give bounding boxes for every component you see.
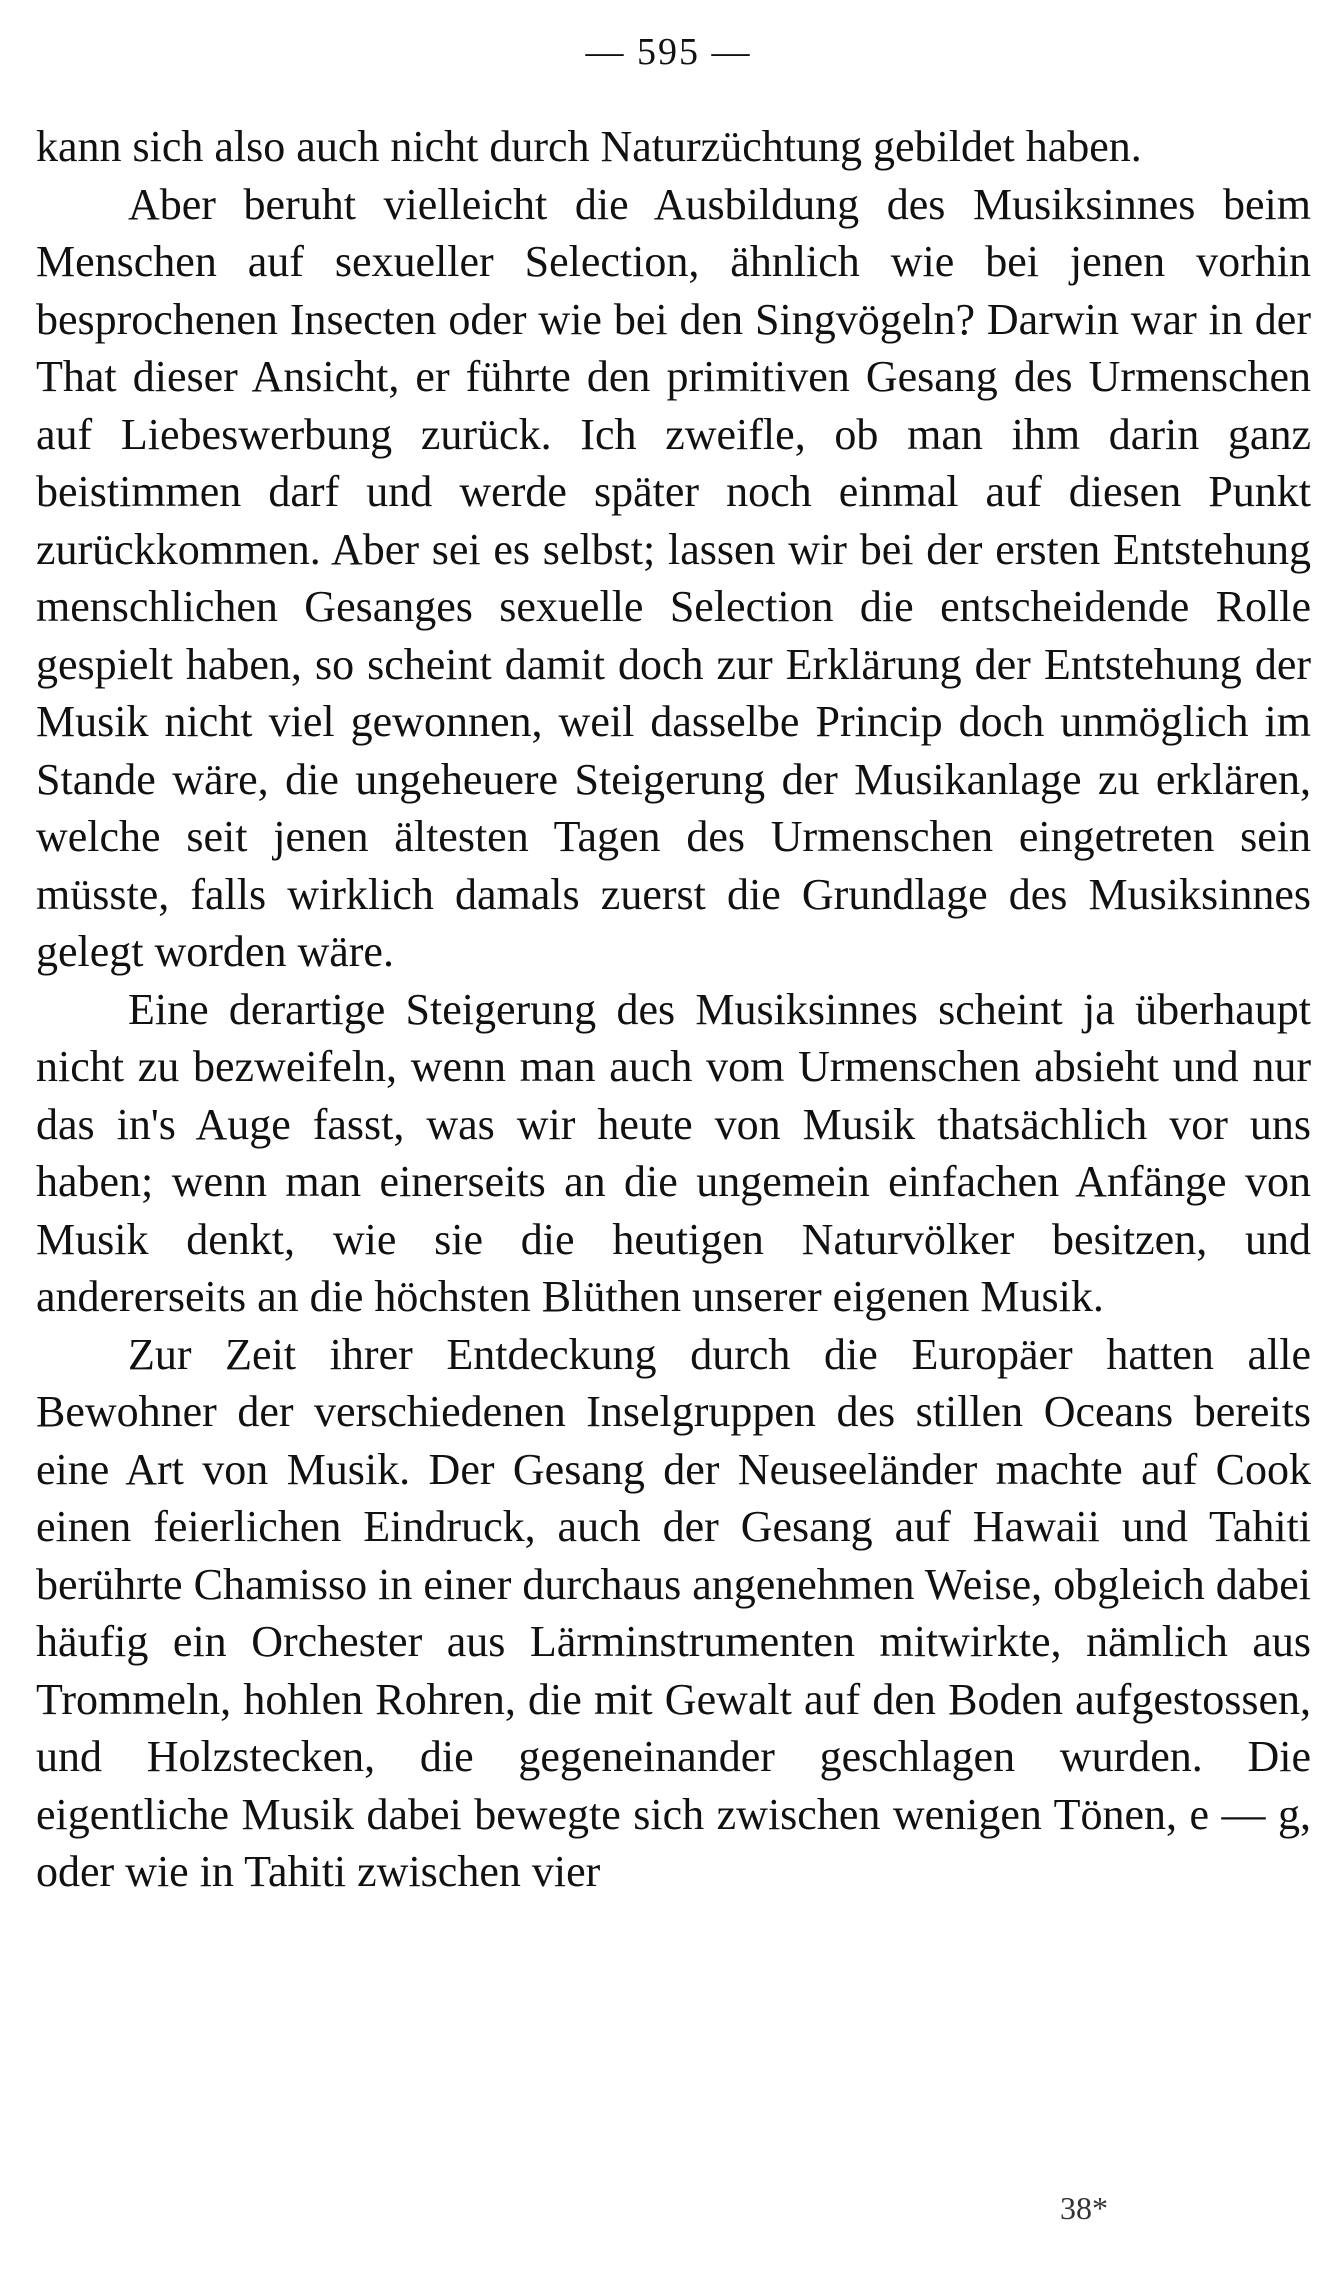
paragraph-1: kann sich also auch nicht durch Naturzüchtung gebildet haben. (36, 122, 1142, 171)
signature-mark: 38* (1060, 2190, 1108, 2226)
page-number-header: — 595 — (585, 31, 752, 73)
paragraph-4: Zur Zeit ihrer Entdeckung durch die Europäer hatten alle Bewohner der verschiedenen Inselgruppen des stillen Oceans bereits eine Art von Musik. Der Gesang der Neuseeländer machte auf Cook einen feierlichen Eindruck, auch der Gesang auf Hawaii und Tahiti berührte Chamisso in einer durchaus angenehmen Weise, obgleich dabei häufig ein Orchester aus Lärminstrumenten mitwirkte, nämlich aus Trommeln, hohlen Rohren, die mit Gewalt auf den Boden aufgestossen, und Holzstecken, die gegeneinander geschlagen wurden. Die eigentliche Musik dabei bewegte sich zwischen wenigen Tönen, e — g, oder wie in Tahiti zwischen vier (36, 1329, 1311, 1896)
paragraph-2: Aber beruht vielleicht die Ausbildung des Musiksinnes beim Menschen auf sexueller Selection, ähnlich wie bei jenen vorhin besprochenen Insecten oder wie bei den Singvögeln? Darwin war in der That dieser Ansicht, er führte den primitiven Gesang des Urmenschen auf Liebeswerbung zurück. Ich zweifle, ob man ihm darin ganz beistimmen darf und werde später noch einmal auf diesen Punkt zurückkommen. Aber sei es selbst; lassen wir bei der ersten Entstehung menschlichen Gesanges sexuelle Selection die entscheidende Rolle gespielt haben, so scheint damit doch zur Erklärung der Entstehung der Musik nicht viel gewonnen, weil dasselbe Princip doch unmöglich im Stande wäre, die ungeheuere Steigerung der Musikanlage zu erklären, welche seit jenen ältesten Tagen des Urmenschen eingetreten sein müsste, falls wirklich damals zuerst die Grundlage des Musiksinnes gelegt worden wäre. (36, 179, 1311, 976)
body-text (36, 118, 1311, 1901)
paragraph-3: Eine derartige Steigerung des Musiksinnes scheint ja überhaupt nicht zu bezweifeln, wenn man auch vom Urmenschen absieht und nur das in's Auge fasst, was wir heute von Musik thatsächlich vor uns haben; wenn man einerseits an die ungemein einfachen Anfänge von Musik denkt, wie sie die heutigen Naturvölker besitzen, und andererseits an die höchsten Blüthen unserer eigenen Musik. (36, 984, 1311, 1321)
